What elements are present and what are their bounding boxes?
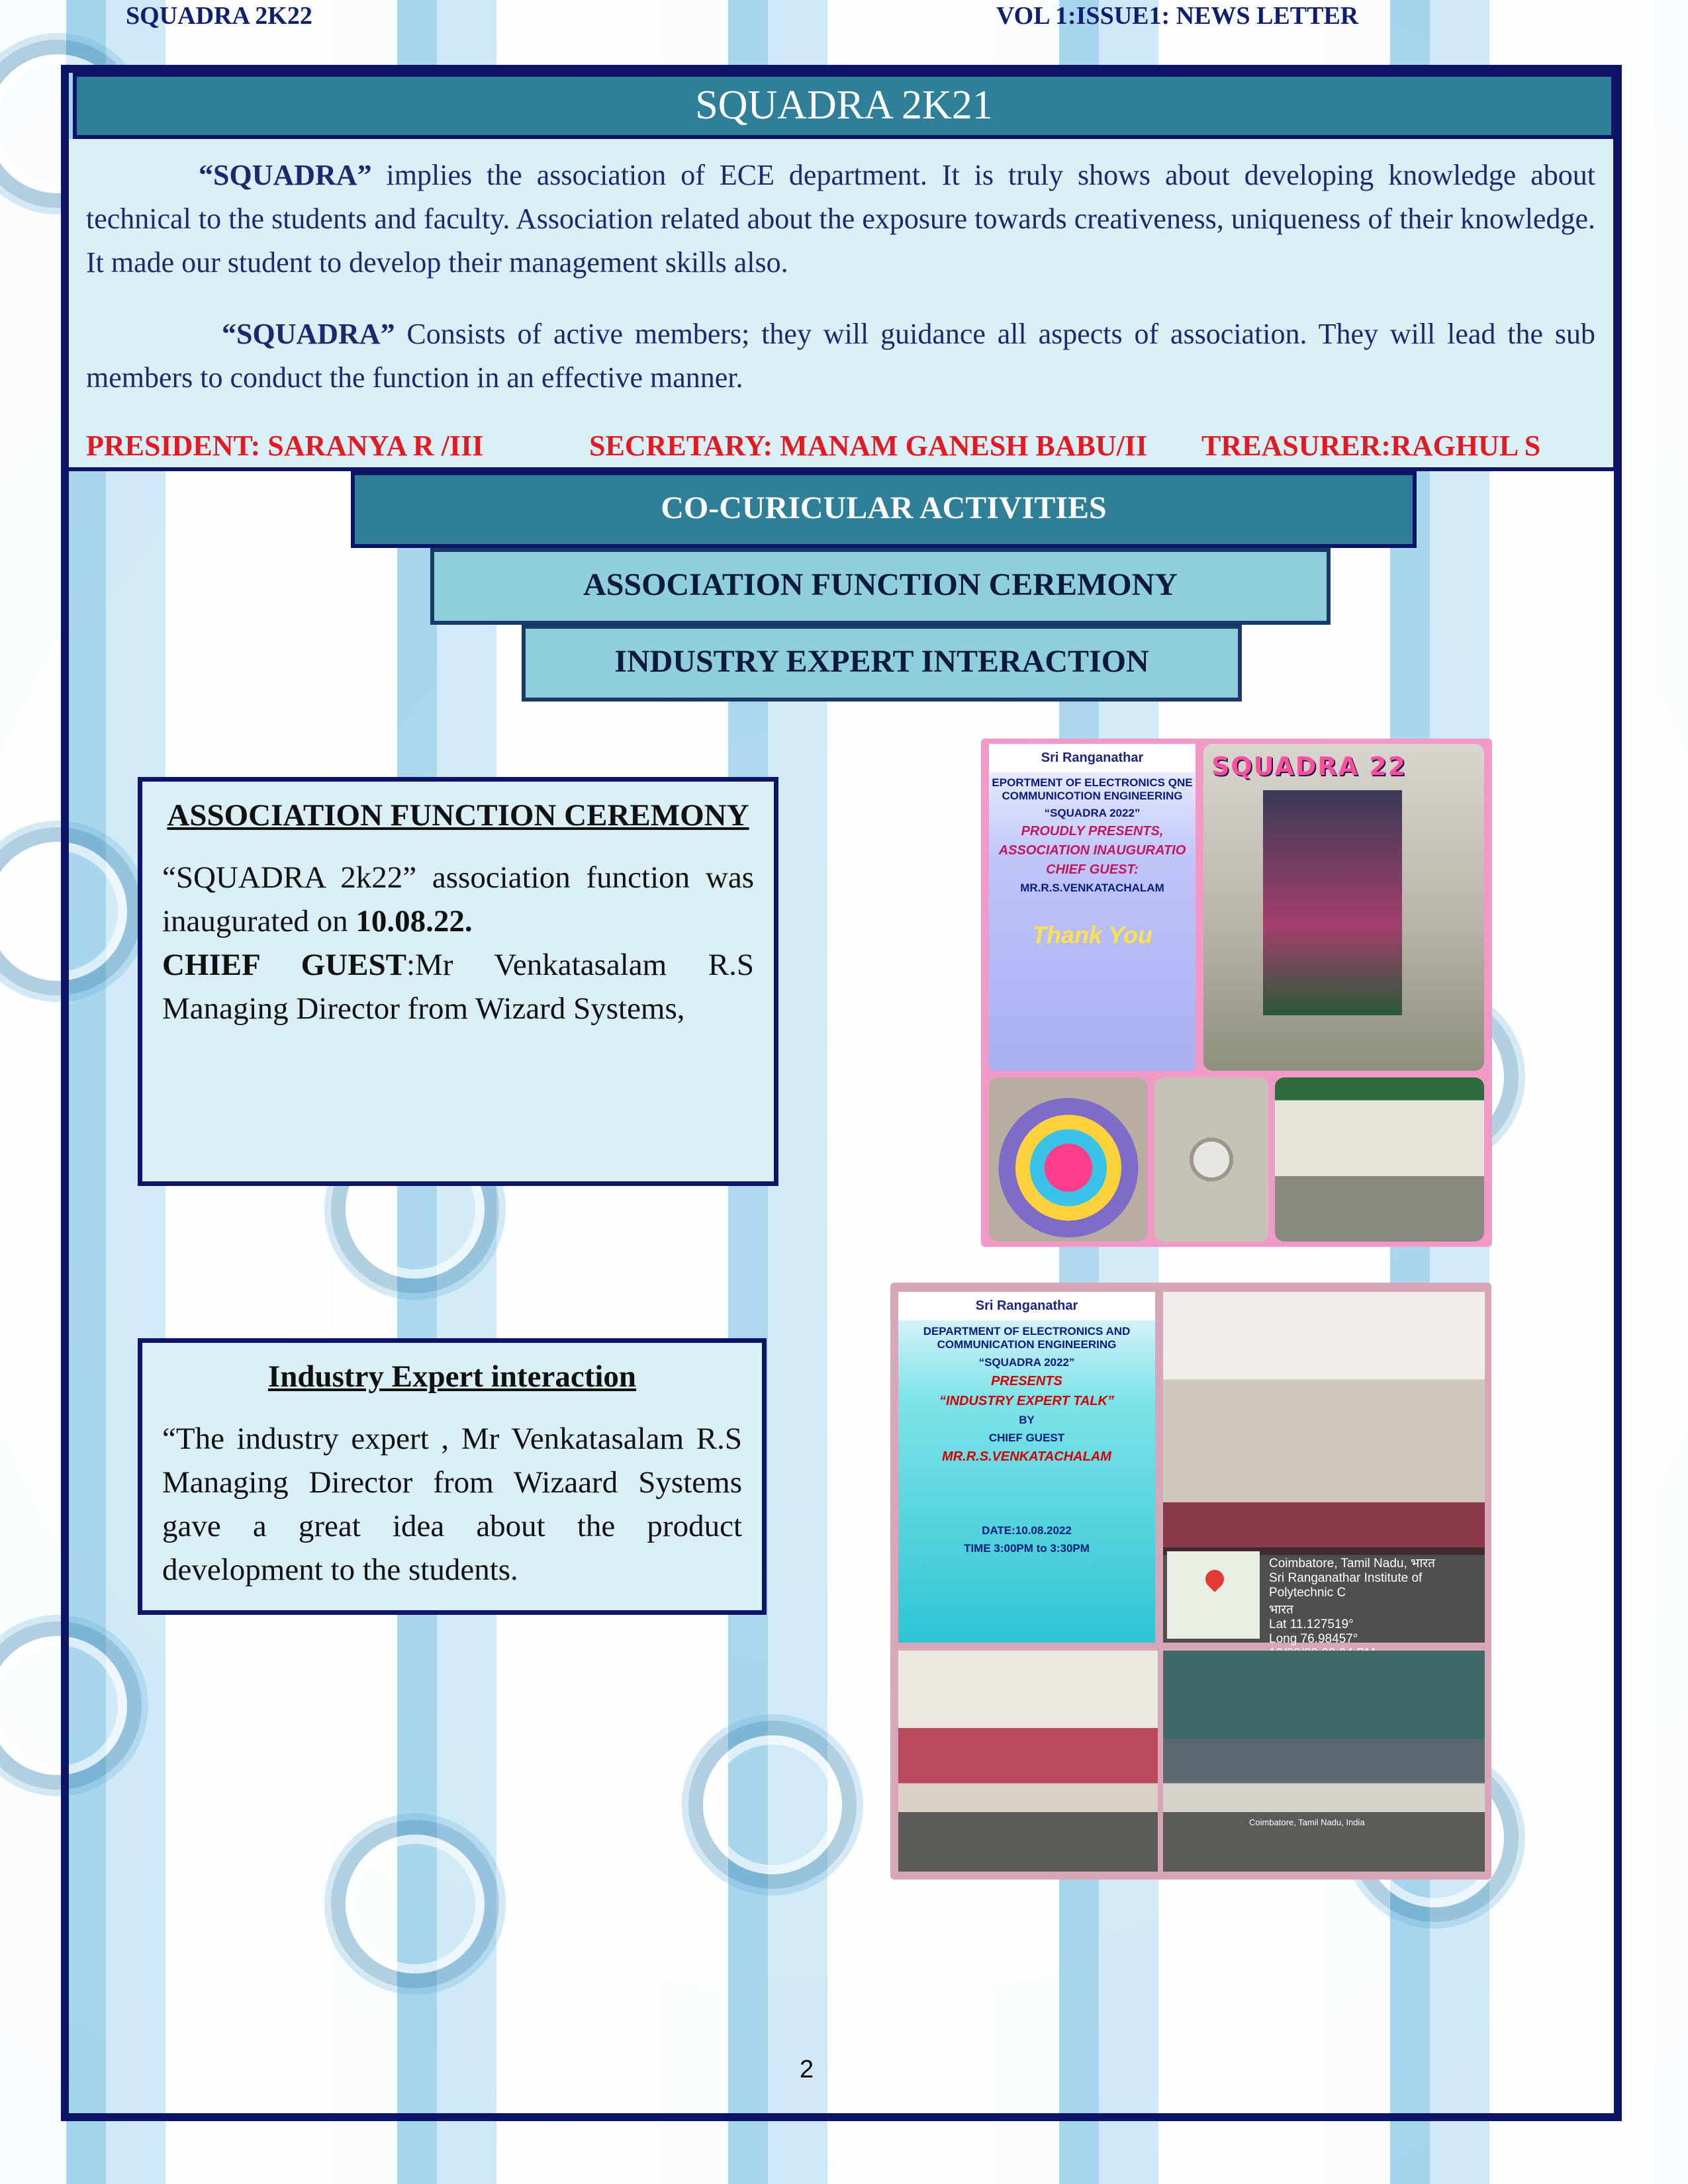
map-pin-icon — [1201, 1566, 1228, 1592]
poster-presents: PRESENTS — [991, 1374, 1062, 1388]
poster-by: BY — [1019, 1414, 1035, 1426]
geotag-overlay-small — [1163, 1812, 1485, 1872]
audience-photo — [898, 1651, 1158, 1872]
map-thumbnail — [1167, 1551, 1260, 1639]
poster-guest-label: CHIEF GUEST — [988, 1432, 1065, 1444]
poster-thanks: Thank You — [1031, 921, 1153, 948]
association-card-title: ASSOCIATION FUNCTION CEREMONY — [167, 798, 749, 833]
poster-title: ASSOCIATION INAUGURATIO — [998, 843, 1186, 858]
industry-photo-collage — [890, 1283, 1491, 1880]
newsletter-name: SQUADRA 2K22 — [126, 2, 312, 30]
association-heading: ASSOCIATION FUNCTION CEREMONY — [430, 548, 1331, 625]
squadra-emphasis: “SQUADRA” — [199, 159, 372, 191]
poster-event: “SQUADRA 2022” — [1044, 807, 1141, 819]
hall-photo — [1275, 1077, 1484, 1242]
poster-date: DATE:10.08.2022 — [982, 1524, 1072, 1537]
poster-college: Sri Ranganathar — [989, 744, 1196, 772]
association-card — [138, 777, 778, 1186]
chief-guest-text: :Mr Venkatasalam R.S Managing Director from Wizard Systems, — [162, 948, 754, 1026]
geo-country: भारत — [1269, 1603, 1293, 1617]
squadra-emphasis: “SQUADRA” — [222, 318, 395, 350]
podium-photo — [1163, 1651, 1485, 1872]
secretary-label: SECRETARY: MANAM GANESH BABU/II — [589, 430, 1148, 462]
expert-talk-poster — [898, 1292, 1155, 1643]
association-photo-collage — [981, 739, 1492, 1247]
poster-guest: MR.R.S.VENKATACHALAM — [1020, 882, 1164, 894]
chief-guest-label: CHIEF GUEST — [162, 948, 406, 982]
issue-info: VOL 1:ISSUE1: NEWS LETTER — [996, 2, 1359, 30]
geo-long: Long 76.98457° — [1269, 1632, 1358, 1646]
poster-guest: MR.R.S.VENKATACHALAM — [942, 1449, 1111, 1464]
banner-text: SQUADRA 22 — [1211, 752, 1407, 781]
poster-time: TIME 3:00PM to 3:30PM — [964, 1542, 1090, 1555]
poster-dept: EPORTMENT OF ELECTRONICS QNE COMMUNICOTION ENGINEERING — [992, 776, 1193, 802]
industry-heading: INDUSTRY EXPERT INTERACTION — [522, 625, 1242, 702]
association-text: “SQUADRA 2k22” association function was inaugurated on — [162, 860, 754, 938]
geo-institute: Sri Ranganathar Institute of Polytechnic C — [1269, 1571, 1423, 1600]
cocurricular-heading: CO-CURICULAR ACTIVITIES — [351, 471, 1417, 548]
section-title: SQUADRA 2K21 — [73, 73, 1615, 139]
poster-college: Sri Ranganathar — [898, 1292, 1155, 1320]
geo2-place: Coimbatore, Tamil Nadu, India — [1249, 1817, 1365, 1827]
geotag-overlay — [1163, 1547, 1485, 1646]
president-label: PRESIDENT: SARANYA R /III — [86, 430, 484, 462]
page-number: 2 — [800, 2056, 814, 2083]
intro-text: Consists of active members; they will guidance all aspects of association. They will lead the sub members to conduct the function in an effective manner. — [86, 318, 1595, 394]
poster-title: “INDUSTRY EXPERT TALK” — [939, 1394, 1115, 1408]
intro-paragraph-2 — [86, 312, 1595, 400]
rangoli-photo — [989, 1077, 1148, 1242]
poster-guest-label: CHIEF GUEST: — [1046, 862, 1139, 877]
industry-card-title: Industry Expert interaction — [267, 1359, 637, 1394]
geo-place: Coimbatore, Tamil Nadu, भारत — [1269, 1557, 1435, 1570]
treasurer-label: TREASURER:RAGHUL S — [1201, 430, 1541, 462]
geotag-overlay-small — [898, 1812, 1158, 1872]
kolam-photo — [1154, 1077, 1268, 1242]
building-photo — [1203, 744, 1484, 1071]
industry-card — [138, 1338, 767, 1615]
inauguration-poster — [989, 744, 1196, 1071]
poster-dept: DEPARTMENT OF ELECTRONICS AND COMMUNICATION ENGINEERING — [923, 1325, 1131, 1351]
banner-image — [1263, 790, 1402, 1015]
poster-presents: PROUDLY PRESENTS, — [1021, 824, 1164, 839]
association-card-text — [162, 856, 754, 1030]
association-date: 10.08.22. — [355, 904, 473, 938]
geo-lat: Lat 11.127519° — [1269, 1617, 1354, 1631]
intro-text: implies the association of ECE department. It is truly shows about developing knowledge about technical to the students and faculty. Association related about the exposure towards creativeness, uniqueness of their knowledge. It made our student to develop their management skills also. — [86, 159, 1595, 279]
industry-card-text: “The industry expert , Mr Venkatasalam R.S Managing Director from Wizaard Systems gave a great idea about the product development to the students. — [162, 1422, 742, 1587]
intro-paragraph-1 — [86, 154, 1595, 285]
poster-event: “SQUADRA 2022” — [978, 1356, 1075, 1369]
